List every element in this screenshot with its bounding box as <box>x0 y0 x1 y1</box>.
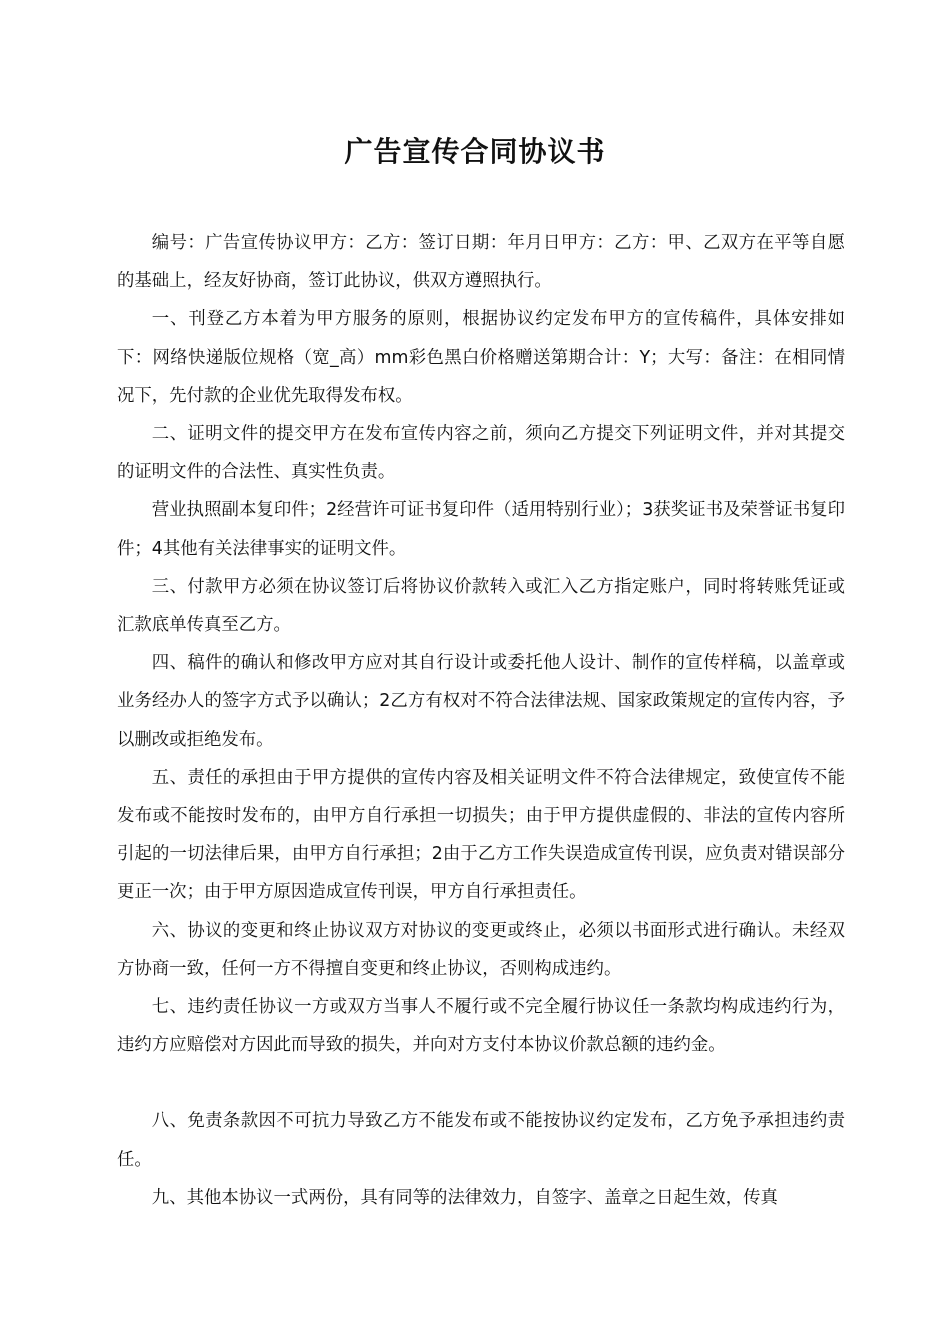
paragraph-clause-6: 六、协议的变更和终止协议双方对协议的变更或终止，必须以书面形式进行确认。未经双方协商一致，任何一方不得擅自变更和终止协议，否则构成违约。 <box>117 920 845 979</box>
paragraph-clause-7: 七、违约责任协议一方或双方当事人不履行或不完全履行协议任一条款均构成违约行为，违约方应赔偿对方因此而导致的损失，并向对方支付本协议价款总额的违约金。 <box>117 997 845 1056</box>
paragraph-preamble: 编号：广告宣传协议甲方：乙方：签订日期：年月日甲方：乙方：甲、乙双方在平等自愿的基础上，经友好协商，签订此协议，供双方遵照执行。 <box>117 233 845 292</box>
paragraph-clause-8: 八、免责条款因不可抗力导致乙方不能发布或不能按协议约定发布，乙方免予承担违约责任。 <box>117 1111 845 1170</box>
paragraph-clause-9: 九、其他本协议一式两份，具有同等的法律效力，自签字、盖章之日起生效，传真 <box>151 1187 778 1208</box>
paragraph-clause-1: 一、刊登乙方本着为甲方服务的原则，根据协议约定发布甲方的宣传稿件，具体安排如下：网络快递版位规格（宽_高）mm彩色黑白价格赠送第期合计：Y；大写：备注：在相同情况下，先付款的企业优先取得发布权。 <box>117 309 845 406</box>
paragraph-clause-5: 五、责任的承担由于甲方提供的宣传内容及相关证明文件不符合法律规定，致使宣传不能发布或不能按时发布的，由甲方自行承担一切损失；由于甲方提供虚假的、非法的宣传内容所引起的一切法律后果，由甲方自行承担；2由于乙方工作失误造成宣传刊误，应负责对错误部分更正一次；由于甲方原因造成宣传刊误，甲方自行承担责任。 <box>117 767 845 903</box>
paragraph-clause-4: 四、稿件的确认和修改甲方应对其自行设计或委托他人设计、制作的宣传样稿，以盖章或业务经办人的签字方式予以确认；2乙方有权对不符合法律法规、国家政策规定的宣传内容，予以删改或拒绝发布。 <box>117 653 845 750</box>
document-title: 广告宣传合同协议书 <box>344 135 606 168</box>
paragraph-clause-3: 三、付款甲方必须在协议签订后将协议价款转入或汇入乙方指定账户，同时将转账凭证或汇款底单传真至乙方。 <box>117 576 845 636</box>
paragraph-clause-2: 二、证明文件的提交甲方在发布宣传内容之前，须向乙方提交下列证明文件，并对其提交的证明文件的合法性、真实性负责。 <box>117 424 845 483</box>
paragraph-clause-2-list: 营业执照副本复印件；2经营许可证书复印件（适用特别行业）；3获奖证书及荣誉证书复印件；4其他有关法律事实的证明文件。 <box>117 500 845 559</box>
document-body <box>117 224 845 1217</box>
